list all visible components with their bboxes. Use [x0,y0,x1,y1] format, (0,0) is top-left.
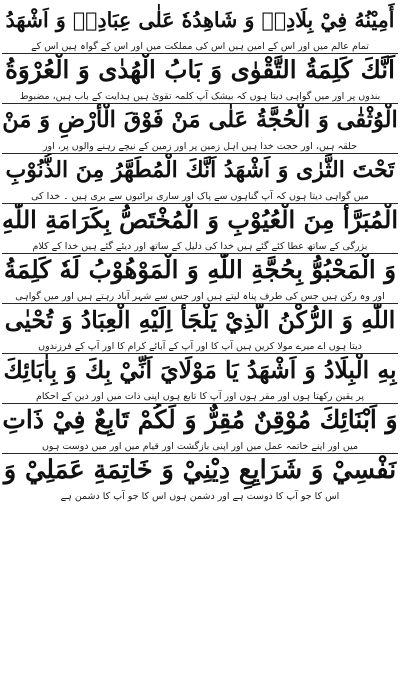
urdu-line-5: بزرگی کے ساتھ عطا کئے گئے ہیں خدا کی دلیل کے ساتھ اور دیئے گئے ہیں خدا کے کلام [2,240,398,254]
arabic-line-10: نَفْسِيْ وَ شَرَايِعِ دِيْنِيْ وَ خَاتِمَةِ عَمَلِيْ وَ [3,455,397,485]
urdu-line-2: بندوں پر اور میں گواہی دیتا ہوں کہ بیشک آپ کلمہ تقویٰ ہیں ہدایت کے باب ہیں، مضبوط [2,90,398,104]
prayer-page [2,2,398,679]
urdu-line-10: اس کا جو آپ کا دوست ہے اور دشمن ہوں اس کا جو آپ کا دشمن ہے [60,491,340,502]
urdu-line-9: میں اور اپنے خاتمہ عمل میں اور اپنی بازگشت اور قیام میں اور میں دوست ہوں [2,440,398,454]
arabic-line-6: وَ الْمَحْبُوُّ بِحُجَّةِ اللّٰهِ وَ الْمَوْهُوْبُ لَهٗ كَلِمَةُ [3,255,397,284]
arabic-line-8: بِهِ الْبِلَادُ وَ اَشْهَدُ يَا مَوْلَايَ اَنِّيْ بِكَ وَ بِاٰبَائِكَ [3,356,397,384]
arabic-line-1: أَمِيْنُهُ فِيْ بِلَادِهٖ وَ شَاهِدُهٗ عَلٰى عِبَادِهٖ وَ اَشْهَدُ [5,8,395,32]
arabic-line-5: الْمُبَرَّأُ مِنَ الْعُيُوْبِ وَ الْمُخْتَصُّ بِكَرَامَةِ اللّٰهِ [2,205,398,234]
urdu-line-3: حلقہ ہیں، اور حجت خدا ہیں اہل زمین پر اور زمین کے نیچے رہنے والوں پر، اور [2,140,398,154]
arabic-line-9: وَ اَبْنَائِكَ مُوْقِنٌ مُقِرٌّ وَ لَكُمْ تَابِعٌ فِيْ ذَاتِ [2,405,398,434]
arabic-line-4: تَحْتَ الثَّرٰى وَ اَشْهَدُ اَنَّكَ الْمُطَهَّرُ مِنَ الذُّنُوْبِ [5,157,395,183]
urdu-line-8: پر یقین رکھتا ہوں اور مقر ہوں اور آپ کا تابع ہوں اپنی ذات میں اور دین کے احکام [2,390,398,404]
arabic-line-7: اللّٰهِ وَ الرُّكْنُ الَّذِيْ يَلْجَأُ اِلَيْهِ الْعِبَادُ وَ تُحْيٰى [4,306,396,334]
arabic-line-3: الْوُثْقٰى وَ الْحُجَّةُ عَلٰى مَنْ فَوْقَ الْأَرْضِ وَ مَنْ [2,107,398,133]
urdu-line-7: دیتا ہوں اے میرے مولا کریں ہیں آپ کا اور آپ کے آبائے کرام کا اور آپ کے فرزندوں [2,340,398,354]
urdu-line-4: میں گواہی دیتا ہوں کہ آپ گناہوں سے پاک اور ساری برائیوں سے بری ہیں ۔ خدا کی [2,190,398,204]
urdu-line-6: اور وہ رکن ہیں جس کی طرف پناہ لیتے ہیں اور جس سے شہر آباد رہتے ہیں اور میں گواہی [2,290,398,304]
arabic-line-2: اَنَّكَ كَلِمَةُ التَّقْوٰى وَ بَابُ الْهُدٰى وَ الْعُرْوَةُ [5,55,395,84]
urdu-line-1: تمام عالم میں اور اس کے امین ہیں اس کی مملکت میں اور اس کے گواہ ہیں اس کے [2,40,398,54]
